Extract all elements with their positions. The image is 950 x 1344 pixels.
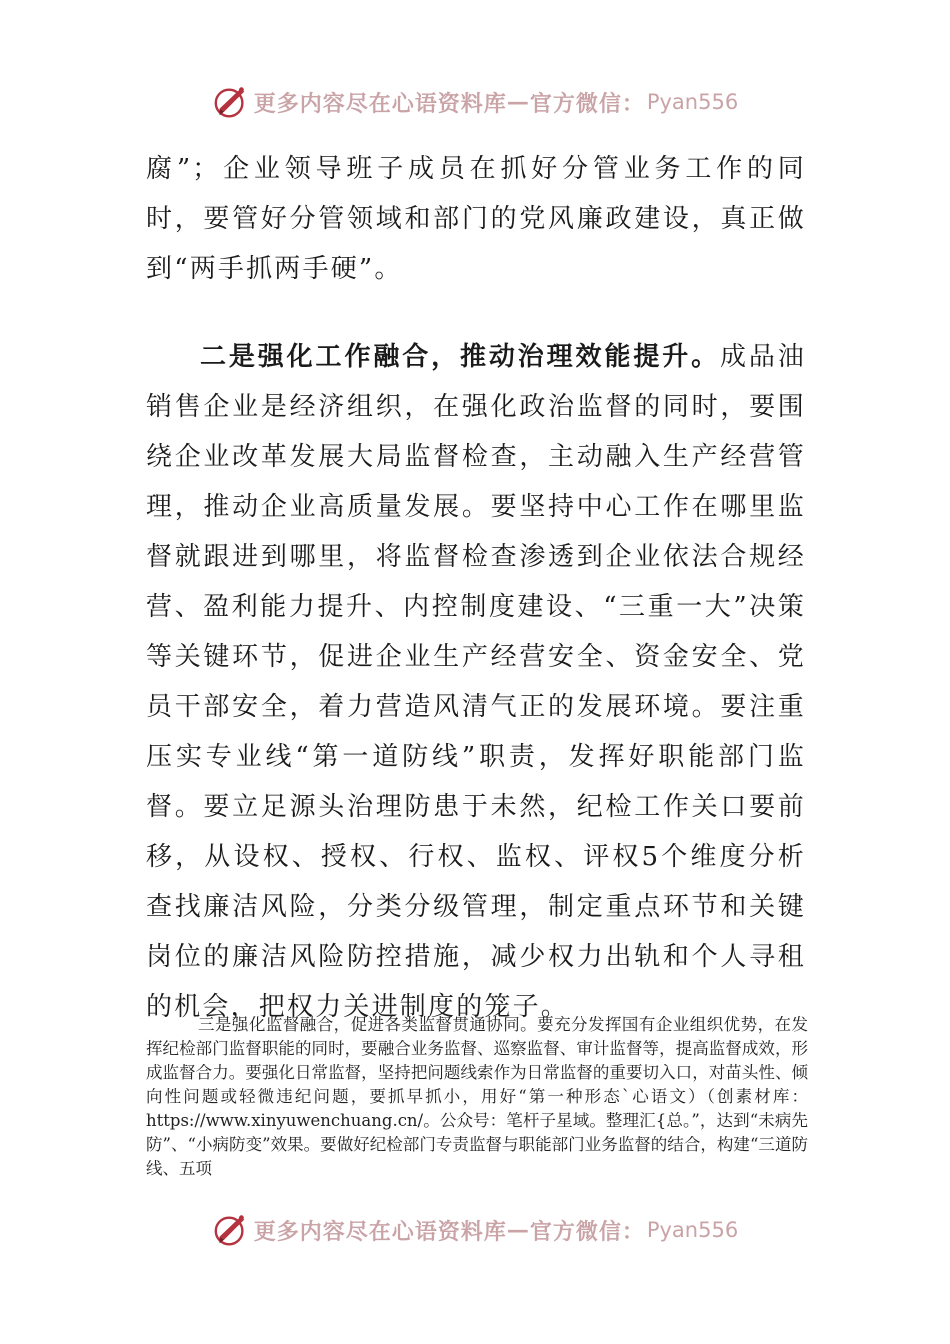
watermark-wechat-id: Pyan556 — [646, 90, 739, 114]
footer-watermark — [0, 1208, 950, 1252]
watermark-wechat-label: 官方微信： — [529, 1218, 645, 1245]
header-watermark — [0, 80, 950, 124]
watermark-dash: — — [506, 89, 530, 115]
pen-seal-icon — [212, 83, 250, 121]
paragraph-1: 腐”；企业领导班子成员在抓好分管业务工作的同时，要管好分管领域和部门的党风廉政建设，真正做到“两手抓两手硬”。 — [146, 154, 806, 284]
paragraph-3: 三是强化监督融合，促进各类监督贯通协同。要充分发挥国有企业组织优势，在发挥纪检部门监督职能的同时，要融合业务监督、巡察监督、审计监督等，提高监督成效，形成监督合力。要强化日常监督，坚持把问题线索作为日常监督的重要切入口，对苗头性、倾向性问题或轻微违纪问题，要抓早抓小，用好“第一种形态`心语文）（创素材库：https://www.xinyuwenchuang.cn/。公众号：笔杆子星域。整理汇{总。”，达到“未病先防”、“小病防变”效果。要做好纪检部门专责监督与职能部门业务监督的结合，构建“三道防线、五项 — [146, 1015, 808, 1178]
paragraph-2 — [146, 332, 806, 1032]
watermark-wechat-id: Pyan556 — [646, 1218, 739, 1242]
watermark-wechat-label: 官方微信： — [529, 90, 645, 117]
watermark-dash: — — [506, 1217, 530, 1243]
watermark-text: 更多内容尽在心语资料库 — [253, 1218, 507, 1245]
pen-seal-icon — [212, 1211, 250, 1249]
paragraph-2-body: 成品油销售企业是经济组织，在强化政治监督的同时，要围绕企业改革发展大局监督检查，主动融入生产经营管理，推动企业高质量发展。要坚持中心工作在哪里监督就跟进到哪里，将监督检查渗透到企业依法合规经营、盈利能力提升、内控制度建设、“三重一大”决策等关键环节，促进企业生产经营安全、资金安全、党员干部安全，着力营造风清气正的发展环境。要注重压实专业线“第一道防线”职责，发挥好职能部门监督。要立足源头治理防患于未然，纪检工作关口要前移，从设权、授权、行权、监权、评权5个维度分析查找廉洁风险，分类分级管理，制定重点环节和关键岗位的廉洁风险防控措施，减少权力出轨和个人寻租的机会，把权力关进制度的笼子。 — [146, 342, 806, 1022]
paragraph-2-heading: 二是强化工作融合，推动治理效能提升。 — [200, 342, 721, 372]
watermark-text: 更多内容尽在心语资料库 — [253, 90, 507, 117]
